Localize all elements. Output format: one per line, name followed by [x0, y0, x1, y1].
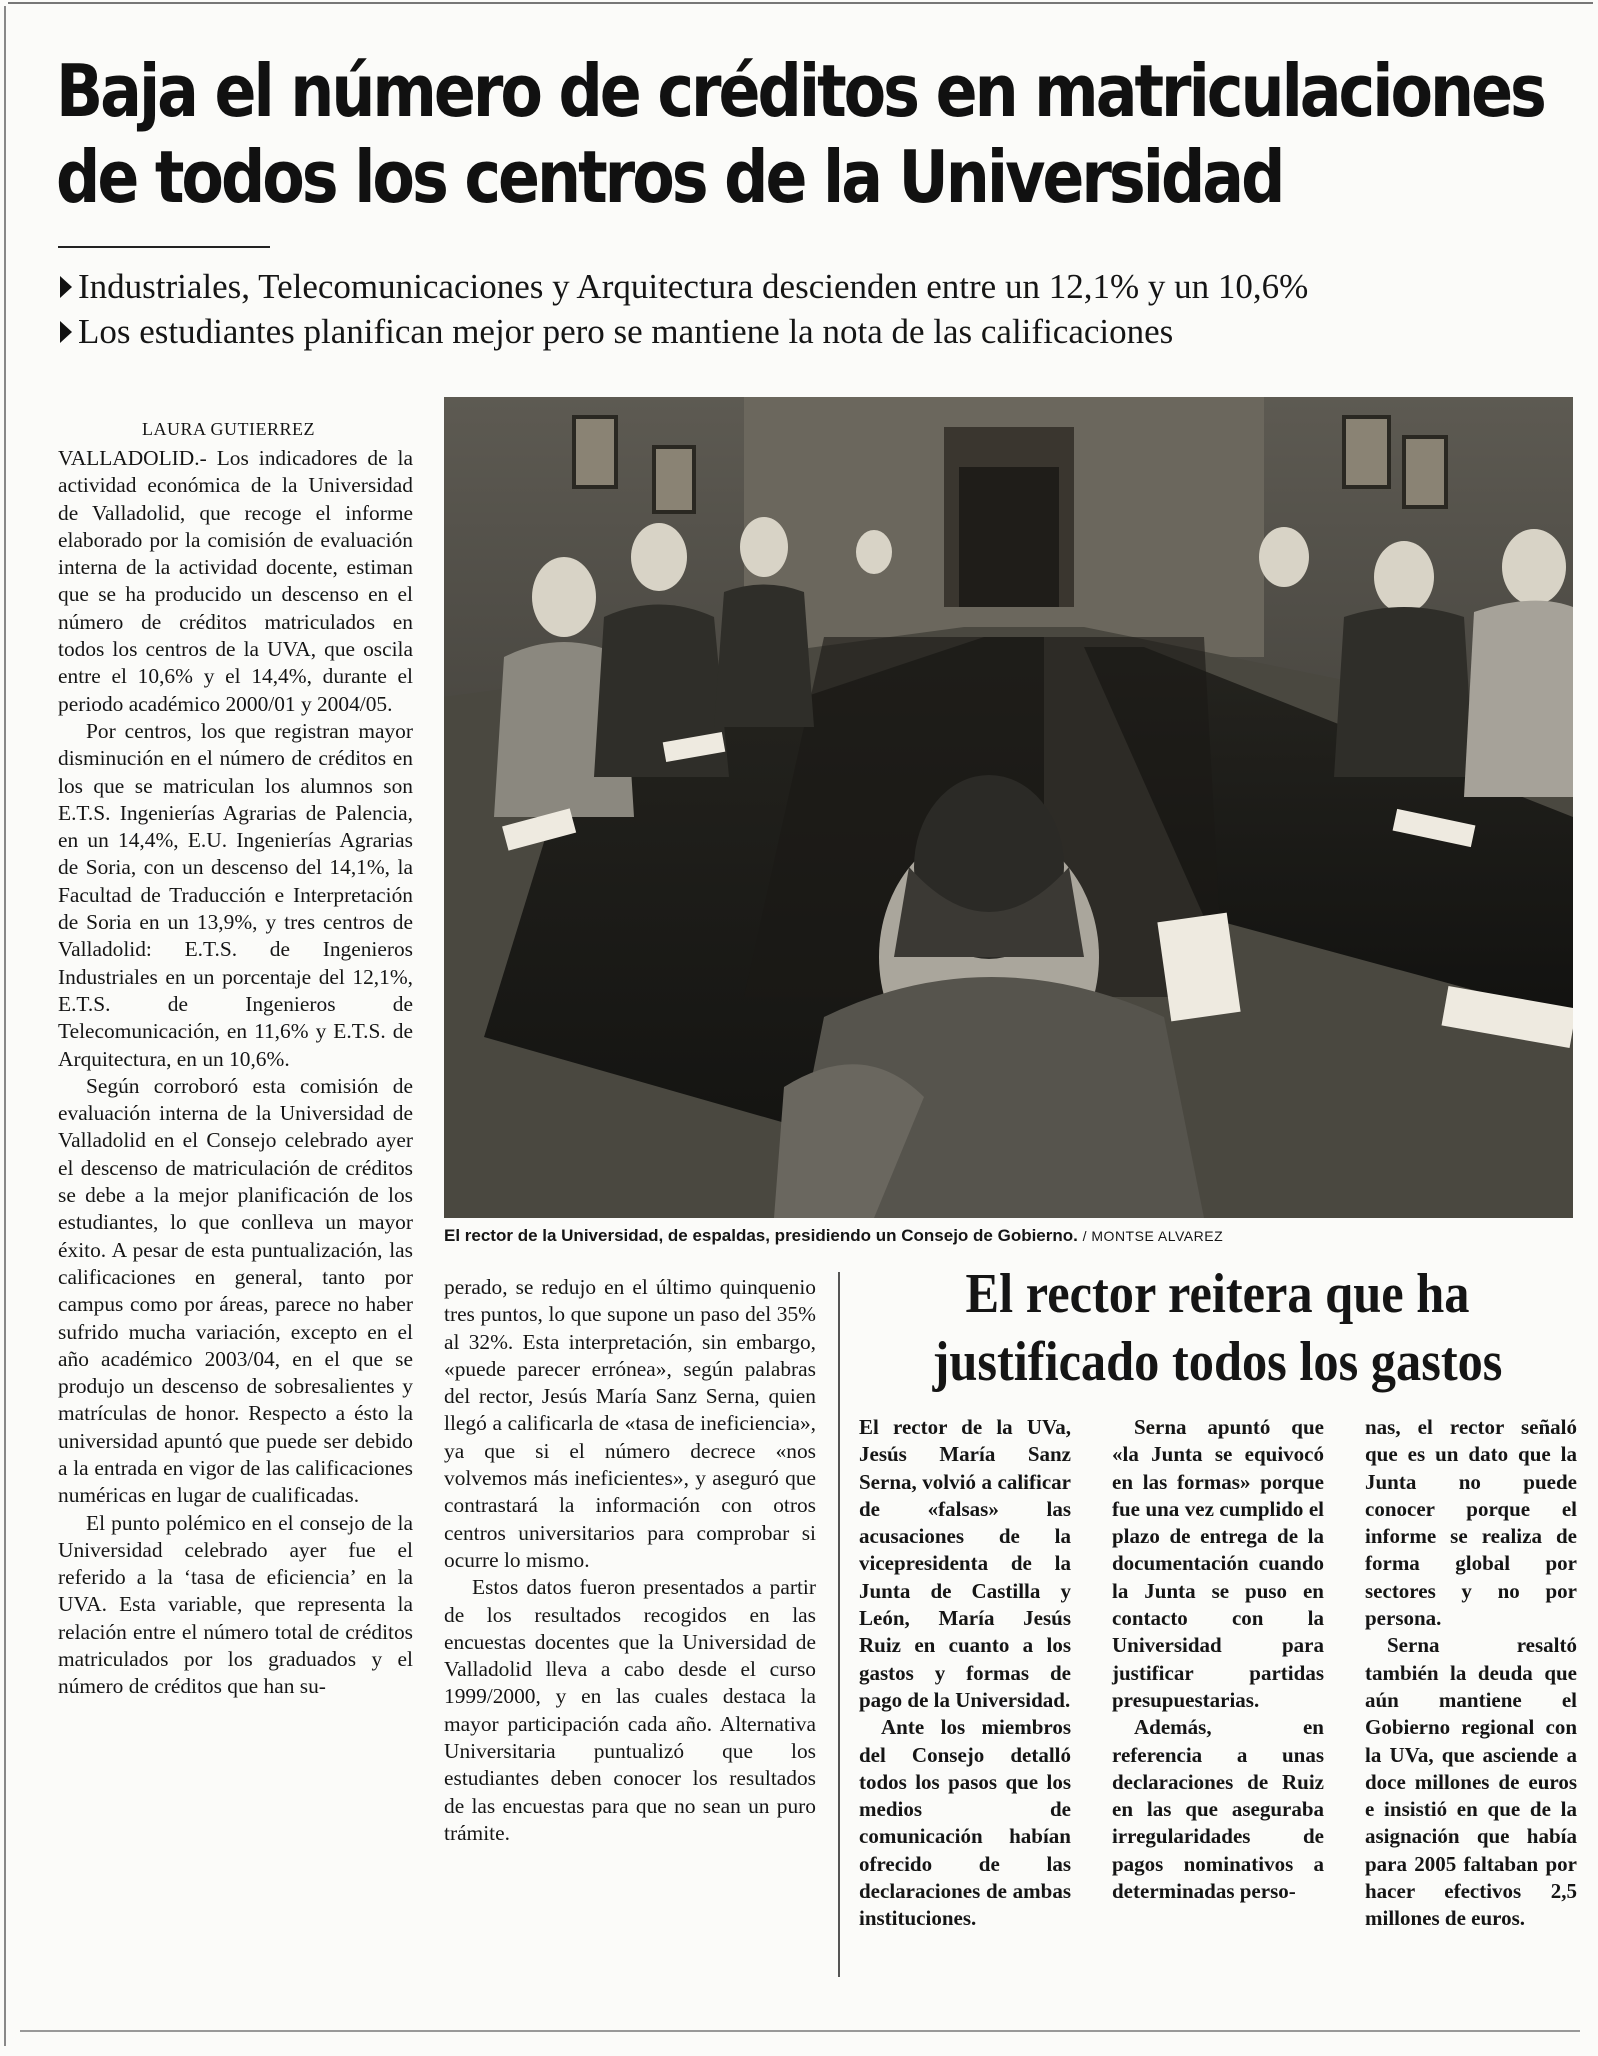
article-paragraph: Según corroboró esta comisión de evaluación interna de la Universidad de Valladolid en el Consejo celebrado ayer el descenso de matriculación de créditos se debe a la mejor planificación de los estudiantes, lo que conlleva un mayor éxito. A pesar de esta puntualización, las calificaciones en general, tanto por campus como por áreas, parece no haber sufrido mucha variación, excepto en el año académico 2003/04, en el que se produjo un descenso de sobresalientes y matrículas de honor. Respecto a ésto la universidad apuntó que puede ser debido a la entrada en vigor de las calificaciones numéricas en lugar de cualificadas. [58, 1073, 413, 1508]
article-column-1 [58, 445, 413, 1701]
sidebar-paragraph: Además, en referencia a unas declaraciones de Ruiz en las que aseguraba irregularidades de pagos nominativos a determinadas perso- [1112, 1715, 1324, 1904]
sidebar-headline [887, 1260, 1549, 1396]
photo-caption-text: El rector de la Universidad, de espaldas, presidiendo un Consejo de Gobierno. [444, 1226, 1078, 1245]
photo-caption [444, 1226, 1223, 1246]
article-paragraph: perado, se redujo en el último quinquenio tres puntos, lo que supone un paso del 35% al 32%. Esta interpretación, sin embargo, «puede parecer errónea», según palabras del rector, Jesús María Sanz Serna, quien llegó a calificarla de «tasa de ineficiencia», ya que si el número decrece «nos volvemos más ineficientes», y aseguró que contrastará la información con otros centros universitarios para comprobar si ocurre lo mismo. [444, 1275, 816, 1572]
subheads [58, 264, 1308, 354]
sidebar-paragraph: Serna apuntó que «la Junta se equivocó en las formas» porque fue una vez cumplido el plazo de entrega de la documentación cuando la Junta se puso en contacto con la Universidad para justificar partidas presupuestarias. [1112, 1415, 1324, 1712]
article-paragraph: Por centros, los que registran mayor disminución en el número de créditos en los que se matriculan los alumnos son E.T.S. Ingenierías Agrarias de Palencia, en un 14,4%, E.U. Ingenierías Agrarias de Soria, con un descenso del 14,1%, la Facultad de Traducción e Interpretación de Soria en un 13,9%, y tres centros de Valladolid: E.T.S. de Ingenieros Industriales en un porcentaje del 12,1%, E.T.S. de Ingenieros de Telecomunicación, en 11,6% y E.T.S. de Arquitectura, en un 10,6%. [58, 718, 413, 1071]
page-border-top [8, 2, 1593, 4]
headline-line-1: Baja el número de créditos en matriculaciones [56, 49, 1544, 133]
headline [56, 48, 1544, 220]
page-border-left [4, 6, 6, 2046]
subhead-rule [58, 246, 270, 248]
meeting-photo [444, 397, 1573, 1218]
sidebar-paragraph: Ante los miembros del Consejo detalló todos los pasos que los medios de comunicación habían ofrecido de las declaraciones de ambas instituciones. [859, 1715, 1071, 1931]
subhead-1 [58, 264, 1308, 309]
article-column-2 [444, 1274, 816, 1847]
sidebar-column-2 [1112, 1414, 1324, 1905]
sidebar-headline-line-1: El rector reitera que ha [965, 1263, 1470, 1325]
triangle-bullet-icon [60, 276, 72, 298]
sidebar-headline-line-2: justificado todos los gastos [932, 1331, 1503, 1393]
article-paragraph: Estos datos fueron presentados a partir de los resultados recogidos en las encuestas docentes que la Universidad de Valladolid lleva a cabo desde el curso 1999/2000, y en las cuales destaca la mayor participación cada año. Alternativa Universitaria puntualizó que los estudiantes deben conocer los resultados de las encuestas para que no sean un puro trámite. [444, 1575, 816, 1845]
triangle-bullet-icon [60, 321, 72, 343]
sidebar-column-3 [1365, 1414, 1577, 1933]
sidebar-paragraph: nas, el rector señaló que es un dato que la Junta no puede conocer porque el informe se realiza de forma global por sectores y no por persona. [1365, 1415, 1577, 1631]
sidebar-paragraph: El rector de la UVa, Jesús María Sanz Serna, volvió a calificar de «falsas» las acusaciones de la vicepresidenta de la Junta de Castilla y León, María Jesús Ruiz en cuanto a los gastos y formas de pago de la Universidad. [859, 1415, 1071, 1712]
page-border-bottom [20, 2030, 1580, 2032]
subhead-2 [58, 309, 1308, 354]
article-paragraph: El punto polémico en el consejo de la Universidad celebrado ayer fue el referido a la ‘tasa de eficiencia’ en la UVA. Esta variable, que representa la relación entre el número total de créditos matriculados por los graduados y el número de créditos que han su- [58, 1510, 413, 1699]
column-divider [838, 1272, 840, 1977]
byline: LAURA GUTIERREZ [142, 419, 315, 439]
sidebar-paragraph: Serna resaltó también la deuda que aún mantiene el Gobierno regional con la UVa, que asciende a doce millones de euros e insistió en que de la asignación que había para 2005 faltaban por hacer efectivos 2,5 millones de euros. [1365, 1633, 1577, 1931]
headline-line-2: de todos los centros de la Universidad [56, 135, 1283, 219]
sidebar-column-1 [859, 1414, 1071, 1933]
photo-credit: / MONTSE ALVAREZ [1082, 1228, 1224, 1244]
subhead-1-text: Industriales, Telecomunicaciones y Arquitectura descienden entre un 12,1% y un 10,6% [78, 267, 1309, 306]
article-paragraph: VALLADOLID.- Los indicadores de la actividad económica de la Universidad de Valladolid, que recoge el informe elaborado por la comisión de evaluación interna de la actividad docente, estiman que se ha producido un descenso en el número de créditos matriculados en todos los centros de la UVA, que oscila entre el 10,6% y el 14,4%, durante el periodo académico 2000/01 y 2004/05. [58, 446, 413, 716]
meeting-photo-illustration [444, 397, 1573, 1218]
subhead-2-text: Los estudiantes planifican mejor pero se mantiene la nota de las calificaciones [78, 312, 1174, 351]
